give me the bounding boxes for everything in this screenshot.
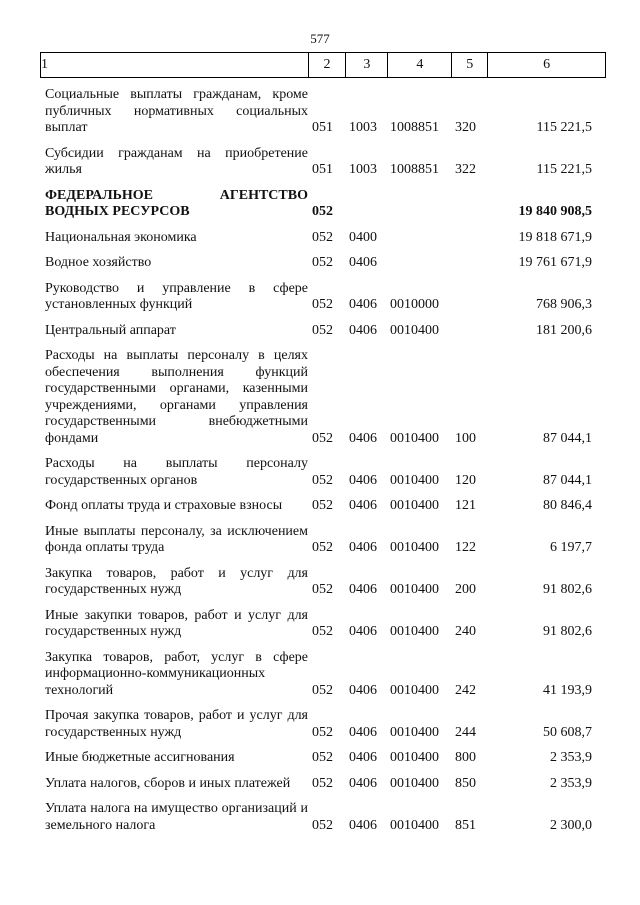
row-code-section: 0406 — [349, 498, 377, 513]
row-code-target: 0010400 — [390, 817, 439, 833]
page-number: 577 — [310, 31, 330, 46]
row-amount: 87 044,1 — [543, 430, 592, 446]
row-code-section: 0406 — [349, 724, 377, 740]
table-row — [40, 188, 606, 221]
row-code-section: 1003 — [349, 162, 377, 177]
row-code-target: 0010000 — [390, 297, 439, 312]
row-code-target: 0010400 — [390, 750, 439, 765]
row-name: Закупка товаров, работ, услуг в сфере информационно-коммуникационных технологий — [45, 649, 308, 698]
table-row — [40, 255, 606, 272]
row-code-ministry: 052 — [312, 724, 333, 740]
row-code-ministry: 052 — [312, 750, 333, 765]
row-code-target: 1008851 — [390, 162, 439, 177]
row-code-target: 0010400 — [390, 322, 439, 338]
row-code-ministry: 052 — [312, 229, 333, 245]
row-code-ministry: 052 — [312, 624, 333, 639]
row-code-type: 320 — [455, 120, 476, 135]
row-amount: 19 840 908,5 — [518, 204, 592, 219]
row-code-type: 242 — [455, 682, 476, 698]
table-row — [40, 801, 606, 834]
row-code-ministry: 052 — [312, 540, 333, 555]
row-code-section: 0406 — [349, 430, 377, 446]
row-amount: 91 802,6 — [543, 624, 592, 639]
table-row — [40, 456, 606, 489]
header-col-6: 6 — [488, 53, 606, 77]
table-row — [40, 146, 606, 179]
row-code-ministry: 052 — [312, 775, 333, 791]
table-row — [40, 524, 606, 557]
table-row — [40, 608, 606, 641]
row-code-section: 1003 — [349, 120, 377, 135]
row-name: ФЕДЕРАЛЬНОЕ АГЕНТСТВО ВОДНЫХ РЕСУРСОВ — [45, 187, 308, 219]
table-row — [40, 323, 606, 340]
row-name: Водное хозяйство — [45, 255, 152, 270]
table-row — [40, 498, 606, 515]
row-name: Субсидии гражданам на приобретение жилья — [45, 145, 308, 177]
row-code-section: 0406 — [349, 472, 377, 488]
row-code-type: 122 — [455, 540, 476, 555]
row-code-section: 0406 — [349, 624, 377, 639]
row-code-type: 800 — [455, 750, 476, 765]
row-code-target: 1008851 — [390, 120, 439, 135]
row-code-ministry: 051 — [312, 120, 333, 135]
budget-table — [40, 52, 606, 834]
row-code-ministry: 052 — [312, 430, 333, 446]
table-row — [40, 708, 606, 741]
row-code-section: 0400 — [349, 229, 377, 245]
header-col-5: 5 — [452, 53, 488, 77]
row-amount: 91 802,6 — [543, 582, 592, 597]
row-amount: 19 761 671,9 — [518, 255, 592, 270]
row-amount: 6 197,7 — [550, 540, 592, 555]
row-code-ministry: 052 — [312, 322, 333, 338]
table-row — [40, 281, 606, 314]
row-amount: 80 846,4 — [543, 498, 592, 513]
row-name: Расходы на выплаты персоналу в целях обеспечения выполнения функций государственными органами, казенными учреждениями, органами управления государственными внебюджетными фондами — [45, 348, 308, 446]
row-name: Закупка товаров, работ и услуг для государственных нужд — [45, 565, 308, 597]
row-code-section: 0406 — [349, 750, 377, 765]
header-col-1: 1 — [41, 53, 309, 77]
row-name: Центральный аппарат — [45, 322, 176, 338]
row-code-target: 0010400 — [390, 624, 439, 639]
row-name: Иные выплаты персоналу, за исключением фонда оплаты труда — [45, 523, 308, 555]
table-row — [40, 776, 606, 793]
row-amount: 181 200,6 — [536, 322, 592, 338]
row-name: Иные закупки товаров, работ и услуг для государственных нужд — [45, 607, 308, 639]
row-code-ministry: 052 — [312, 682, 333, 698]
table-body — [40, 87, 606, 834]
table-row — [40, 230, 606, 247]
row-code-section: 0406 — [349, 322, 377, 338]
row-code-target: 0010400 — [390, 472, 439, 488]
row-amount: 768 906,3 — [536, 297, 592, 312]
row-code-section: 0406 — [349, 582, 377, 597]
row-name: Социальные выплаты гражданам, кроме публичных нормативных социальных выплат — [45, 87, 308, 135]
row-code-type: 322 — [455, 162, 476, 177]
row-code-type: 120 — [455, 472, 476, 488]
row-code-target: 0010400 — [390, 540, 439, 555]
table-row — [40, 566, 606, 599]
row-code-type: 244 — [455, 724, 476, 740]
row-amount: 2 300,0 — [550, 817, 592, 833]
row-amount: 19 818 671,9 — [518, 229, 592, 245]
row-code-ministry: 051 — [312, 162, 333, 177]
row-name: Руководство и управление в сфере установленных функций — [45, 280, 308, 312]
row-code-type: 850 — [455, 775, 476, 791]
row-name: Уплата налога на имущество организаций и земельного налога — [45, 801, 308, 833]
row-code-ministry: 052 — [312, 498, 333, 513]
row-code-section: 0406 — [349, 297, 377, 312]
row-code-target: 0010400 — [390, 682, 439, 698]
table-row — [40, 750, 606, 767]
table-row — [40, 87, 606, 137]
header-col-2: 2 — [309, 53, 347, 77]
header-col-4: 4 — [388, 53, 452, 77]
row-amount: 87 044,1 — [543, 472, 592, 488]
row-code-type: 121 — [455, 498, 476, 513]
row-amount: 115 221,5 — [536, 162, 592, 177]
row-code-section: 0406 — [349, 775, 377, 791]
row-amount: 41 193,9 — [543, 682, 592, 698]
table-header — [40, 52, 606, 78]
row-code-target: 0010400 — [390, 582, 439, 597]
row-code-ministry: 052 — [312, 582, 333, 597]
row-code-section: 0406 — [349, 540, 377, 555]
row-name: Прочая закупка товаров, работ и услуг для государственных нужд — [45, 708, 308, 740]
row-amount: 50 608,7 — [543, 724, 592, 740]
row-code-section: 0406 — [349, 682, 377, 698]
row-code-type: 240 — [455, 624, 476, 639]
row-code-section: 0406 — [349, 817, 377, 833]
header-col-3: 3 — [346, 53, 388, 77]
row-code-type: 851 — [455, 817, 476, 833]
table-row — [40, 650, 606, 700]
row-code-ministry: 052 — [312, 472, 333, 488]
row-code-ministry: 052 — [312, 255, 333, 270]
row-name: Уплата налогов, сборов и иных платежей — [45, 775, 291, 791]
row-code-type: 200 — [455, 582, 476, 597]
row-code-target: 0010400 — [390, 498, 439, 513]
row-code-ministry: 052 — [312, 204, 333, 219]
row-amount: 2 353,9 — [550, 775, 592, 791]
row-amount: 2 353,9 — [550, 750, 592, 765]
row-code-type: 100 — [455, 430, 476, 446]
row-code-target: 0010400 — [390, 775, 439, 791]
row-name: Иные бюджетные ассигнования — [45, 750, 235, 765]
row-code-section: 0406 — [349, 255, 377, 270]
row-code-ministry: 052 — [312, 297, 333, 312]
row-code-ministry: 052 — [312, 817, 333, 833]
row-name: Расходы на выплаты персоналу государственных органов — [45, 456, 308, 488]
row-code-target: 0010400 — [390, 724, 439, 740]
row-name: Национальная экономика — [45, 229, 197, 245]
row-amount: 115 221,5 — [536, 120, 592, 135]
table-row — [40, 348, 606, 447]
row-name: Фонд оплаты труда и страховые взносы — [45, 498, 283, 513]
row-code-target: 0010400 — [390, 430, 439, 446]
